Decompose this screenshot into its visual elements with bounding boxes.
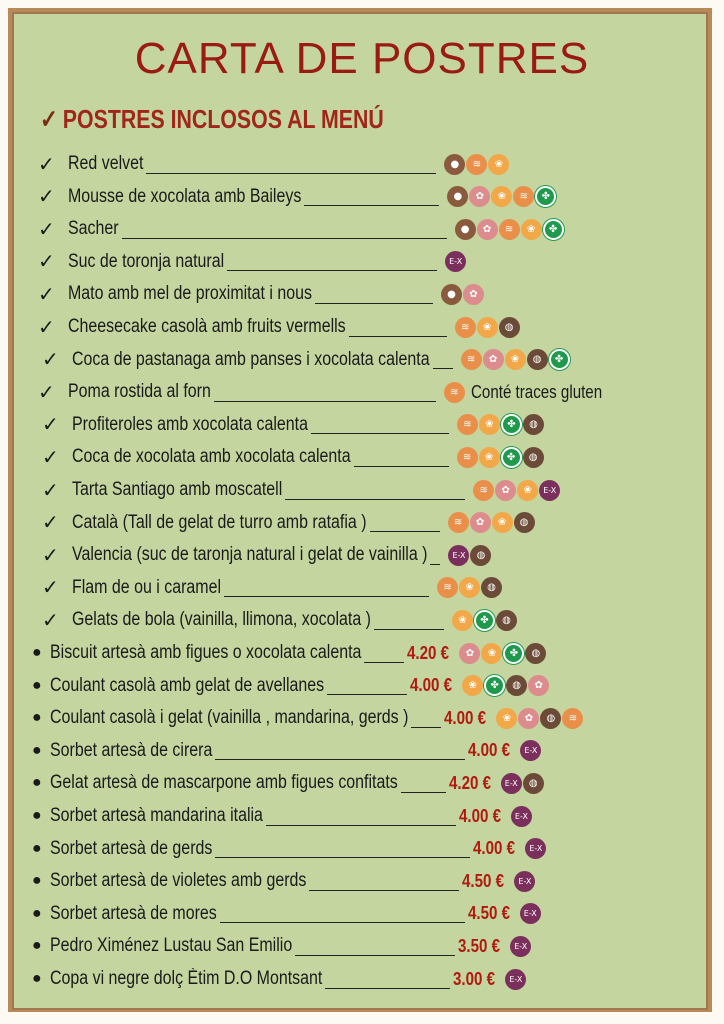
allergen-icons (505, 969, 526, 990)
sulph-allergen-icon: E-X (520, 903, 541, 924)
list-item (32, 639, 546, 667)
bullet-icon: ● (32, 904, 42, 922)
item-price: 4.20 € (407, 642, 450, 663)
allergen-icons (459, 643, 546, 664)
list-item (42, 443, 544, 471)
bullet-icon: ● (32, 807, 42, 824)
checkmark-icon: ✓ (38, 251, 55, 274)
list-item (42, 541, 491, 569)
allergen-icons (525, 838, 546, 859)
list-item (32, 672, 549, 700)
checkmark-icon: ✓ (42, 349, 59, 372)
leader-line (215, 839, 470, 858)
item-name: Pedro Ximénez Lustau San Emilio (50, 935, 293, 957)
leader-line (295, 937, 455, 956)
item-name: Coca de xocolata amb xocolata calenta (72, 446, 351, 468)
allergen-icons (520, 740, 541, 761)
leader-line (220, 904, 465, 923)
list-item (32, 965, 526, 993)
bullet-icon: ● (32, 676, 42, 694)
nuts-allergen-icon: ✿ (483, 349, 504, 370)
list-item (42, 509, 535, 537)
sulph-allergen-icon: E-X (445, 251, 466, 272)
traces-note: Conté traces gluten (470, 381, 602, 402)
list-item (42, 346, 570, 374)
milk-allergen-icon: ◍ (525, 643, 546, 664)
sulph-allergen-icon: E-X (511, 806, 532, 827)
list-item (38, 215, 564, 243)
item-name: Poma rostida al forn (68, 381, 211, 403)
checkmark-icon: ✓ (42, 446, 59, 469)
list-item (38, 248, 466, 276)
milk-allergen-icon: ◍ (481, 577, 502, 598)
checkmark-icon: ✓ (42, 609, 59, 632)
soy-allergen-icon: ❀ (477, 317, 498, 338)
list-item (38, 313, 520, 341)
checkmark-icon: ✓ (42, 479, 59, 502)
item-price: 4.00 € (468, 740, 511, 761)
leader-line (146, 155, 436, 174)
checkmark-icon: ✓ (38, 381, 55, 404)
nuts-allergen-icon: ✿ (518, 708, 539, 729)
soy-allergen-icon: ❀ (462, 675, 483, 696)
nuts-allergen-icon: ✿ (528, 675, 549, 696)
list-item (32, 802, 532, 830)
item-name: Coca de pastanaga amb panses i xocolata calenta (72, 348, 430, 370)
bullet-icon: ● (32, 839, 42, 857)
sulph-allergen-icon: E-X (510, 936, 531, 957)
gluten-allergen-icon: ≋ (473, 480, 494, 501)
bullet-icon: ● (32, 872, 42, 890)
lupin-allergen-icon: ✤ (474, 610, 495, 631)
allergen-icons (511, 806, 532, 827)
milk-allergen-icon: ◍ (496, 610, 517, 631)
allergen-icons (457, 414, 544, 435)
milk-allergen-icon: ◍ (506, 675, 527, 696)
leader-line (304, 187, 439, 206)
allergen-icons (455, 317, 520, 338)
leader-line (374, 611, 444, 630)
list-item (32, 704, 583, 732)
item-name: Català (Tall de gelat de turro amb ratafia ) (72, 511, 367, 533)
bullet-icon: ● (32, 937, 42, 955)
list-item (32, 835, 546, 863)
item-name: Valencia (suc de taronja natural i gelat de vainilla ) (72, 544, 428, 566)
nuts-allergen-icon: ✿ (463, 284, 484, 305)
lupin-allergen-icon: ✤ (501, 447, 522, 468)
allergen-icons (445, 251, 466, 272)
soy-allergen-icon: ❀ (481, 643, 502, 664)
sulph-allergen-icon: E-X (514, 871, 535, 892)
sulph-allergen-icon: E-X (539, 480, 560, 501)
bullet-icon: ● (32, 970, 42, 987)
item-name: Mousse de xocolata amb Baileys (68, 185, 302, 207)
soy-allergen-icon: ❀ (479, 447, 500, 468)
sulph-allergen-icon: E-X (505, 969, 526, 990)
nuts-allergen-icon: ✿ (495, 480, 516, 501)
soy-allergen-icon: ❀ (491, 186, 512, 207)
milk-allergen-icon: ◍ (523, 447, 544, 468)
allergen-icons (448, 512, 535, 533)
gluten-allergen-icon: ≋ (562, 708, 583, 729)
soy-allergen-icon: ❀ (492, 512, 513, 533)
milk-allergen-icon: ◍ (470, 545, 491, 566)
nuts-allergen-icon: ✿ (477, 219, 498, 240)
leader-line (214, 383, 436, 402)
lupin-allergen-icon: ✤ (501, 414, 522, 435)
item-name: Sorbet artesà de violetes amb gerds (50, 870, 307, 892)
checkmark-icon: ✓ (40, 104, 58, 134)
leader-line (370, 513, 440, 532)
milk-allergen-icon: ◍ (499, 317, 520, 338)
soy-allergen-icon: ❀ (452, 610, 473, 631)
list-item (38, 183, 556, 211)
gluten-allergen-icon: ≋ (499, 219, 520, 240)
milk-allergen-icon: ◍ (514, 512, 535, 533)
leader-line (266, 807, 456, 826)
leader-line (315, 285, 433, 304)
lupin-allergen-icon: ✤ (503, 643, 524, 664)
menu-title: CARTA DE POSTRES (134, 34, 590, 83)
item-price: 4.00 € (444, 707, 487, 728)
item-name: Biscuit artesà amb figues o xocolata calenta (50, 642, 362, 663)
list-item (42, 411, 544, 439)
nuts-allergen-icon: ✿ (469, 186, 490, 207)
item-price: 3.00 € (453, 968, 496, 989)
gluten-allergen-icon: ≋ (457, 447, 478, 468)
lupin-allergen-icon: ✤ (549, 349, 570, 370)
gluten-allergen-icon: ≋ (448, 512, 469, 533)
allergen-icons (452, 610, 517, 631)
allergen-icons (510, 936, 531, 957)
egg-allergen-icon: ● (444, 154, 465, 175)
leader-line (224, 578, 429, 597)
nuts-allergen-icon: ✿ (470, 512, 491, 533)
leader-line (364, 644, 404, 663)
allergen-icons (447, 186, 556, 207)
leader-line (327, 676, 407, 695)
nuts-allergen-icon: ✿ (459, 643, 480, 664)
leader-line (285, 481, 465, 500)
soy-allergen-icon: ❀ (505, 349, 526, 370)
egg-allergen-icon: ● (441, 284, 462, 305)
leader-line (227, 252, 437, 271)
gluten-allergen-icon: ≋ (466, 154, 487, 175)
item-name: Flam de ou i caramel (72, 576, 222, 598)
list-item (32, 932, 531, 960)
gluten-allergen-icon: ≋ (444, 382, 465, 403)
sulph-allergen-icon: E-X (448, 545, 469, 566)
allergen-icons (457, 447, 544, 468)
leader-line (430, 546, 440, 565)
lupin-allergen-icon: ✤ (484, 675, 505, 696)
list-item (32, 737, 541, 765)
allergen-icons (437, 577, 502, 598)
item-price: 4.50 € (462, 870, 505, 891)
item-name: Tarta Santiago amb moscatell (72, 479, 283, 500)
allergen-icons (455, 219, 564, 240)
item-name: Gelat artesà de mascarpone amb figues confitats (50, 772, 398, 794)
bullet-icon: ● (32, 741, 42, 759)
item-name: Sorbet artesà mandarina italia (50, 805, 263, 826)
allergen-icons (496, 708, 583, 729)
leader-line (411, 709, 441, 728)
allergen-icons (444, 382, 465, 403)
sulph-allergen-icon: E-X (520, 740, 541, 761)
allergen-icons (520, 903, 541, 924)
section-label: POSTRES INCLOSOS AL MENÚ (62, 104, 384, 134)
checkmark-icon: ✓ (38, 316, 55, 339)
checkmark-icon: ✓ (38, 186, 55, 209)
gluten-allergen-icon: ≋ (455, 317, 476, 338)
list-item (38, 378, 627, 406)
checkmark-icon: ✓ (38, 153, 55, 176)
milk-allergen-icon: ◍ (523, 773, 544, 794)
leader-line (354, 448, 449, 467)
allergen-icons (462, 675, 549, 696)
allergen-icons (444, 154, 509, 175)
item-name: Sorbet artesà de mores (50, 902, 217, 924)
leader-line (325, 970, 450, 989)
item-price: 4.00 € (473, 838, 516, 859)
gluten-allergen-icon: ≋ (437, 577, 458, 598)
item-name: Gelats de bola (vainilla, llimona, xocolata ) (72, 609, 371, 631)
leader-line (401, 774, 446, 793)
item-name: Mato amb mel de proximitat i nous (68, 283, 312, 305)
leader-line (309, 872, 459, 891)
soy-allergen-icon: ❀ (459, 577, 480, 598)
list-item (42, 606, 517, 634)
item-price: 4.00 € (458, 805, 501, 826)
leader-line (349, 318, 447, 337)
list-item (32, 900, 541, 928)
sulph-allergen-icon: E-X (501, 773, 522, 794)
soy-allergen-icon: ❀ (517, 480, 538, 501)
milk-allergen-icon: ◍ (540, 708, 561, 729)
allergen-icons (448, 545, 491, 566)
gluten-allergen-icon: ≋ (513, 186, 534, 207)
checkmark-icon: ✓ (42, 414, 59, 437)
checkmark-icon: ✓ (38, 218, 55, 241)
section-heading (40, 104, 384, 135)
leader-line (311, 415, 449, 434)
leader-line (215, 741, 465, 760)
soy-allergen-icon: ❀ (496, 708, 517, 729)
item-name: Profiteroles amb xocolata calenta (72, 413, 308, 435)
item-name: Coulant casolà i gelat (vainilla , mandarina, gerds ) (50, 707, 409, 729)
checkmark-icon: ✓ (38, 283, 55, 306)
milk-allergen-icon: ◍ (527, 349, 548, 370)
lupin-allergen-icon: ✤ (535, 186, 556, 207)
item-name: Sorbet artesà de gerds (50, 837, 213, 859)
item-price: 4.50 € (467, 903, 510, 924)
item-name: Sacher (68, 218, 119, 240)
leader-line (433, 350, 453, 369)
list-item (42, 476, 560, 504)
soy-allergen-icon: ❀ (479, 414, 500, 435)
item-price: 4.00 € (410, 675, 453, 696)
bullet-icon: ● (32, 774, 42, 792)
list-item (38, 280, 484, 308)
allergen-icons (441, 284, 484, 305)
leader-line (122, 220, 447, 239)
item-price: 3.50 € (458, 935, 501, 956)
bullet-icon: ● (32, 709, 42, 727)
list-item (32, 867, 535, 895)
item-name: Cheesecake casolà amb fruits vermells (68, 316, 346, 337)
allergen-icons (501, 773, 544, 794)
allergen-icons (473, 480, 560, 501)
allergen-icons (514, 871, 535, 892)
soy-allergen-icon: ❀ (488, 154, 509, 175)
item-price: 4.20 € (448, 772, 491, 793)
sulph-allergen-icon: E-X (525, 838, 546, 859)
item-name: Sorbet artesà de cirera (50, 739, 213, 761)
checkmark-icon: ✓ (42, 577, 59, 600)
list-item (32, 769, 544, 797)
item-name: Suc de toronja natural (68, 250, 225, 272)
gluten-allergen-icon: ≋ (457, 414, 478, 435)
item-name: Coulant casolà amb gelat de avellanes (50, 674, 325, 696)
list-item (42, 574, 502, 602)
bullet-icon: ● (32, 644, 42, 661)
milk-allergen-icon: ◍ (523, 414, 544, 435)
egg-allergen-icon: ● (447, 186, 468, 207)
item-name: Copa vi negre dolç Ètim D.O Montsant (50, 968, 323, 989)
lupin-allergen-icon: ✤ (543, 219, 564, 240)
item-name: Red velvet (68, 153, 144, 174)
checkmark-icon: ✓ (42, 512, 59, 535)
list-item (38, 150, 509, 178)
checkmark-icon: ✓ (42, 544, 59, 567)
egg-allergen-icon: ● (455, 219, 476, 240)
soy-allergen-icon: ❀ (521, 219, 542, 240)
gluten-allergen-icon: ≋ (461, 349, 482, 370)
allergen-icons (461, 349, 570, 370)
